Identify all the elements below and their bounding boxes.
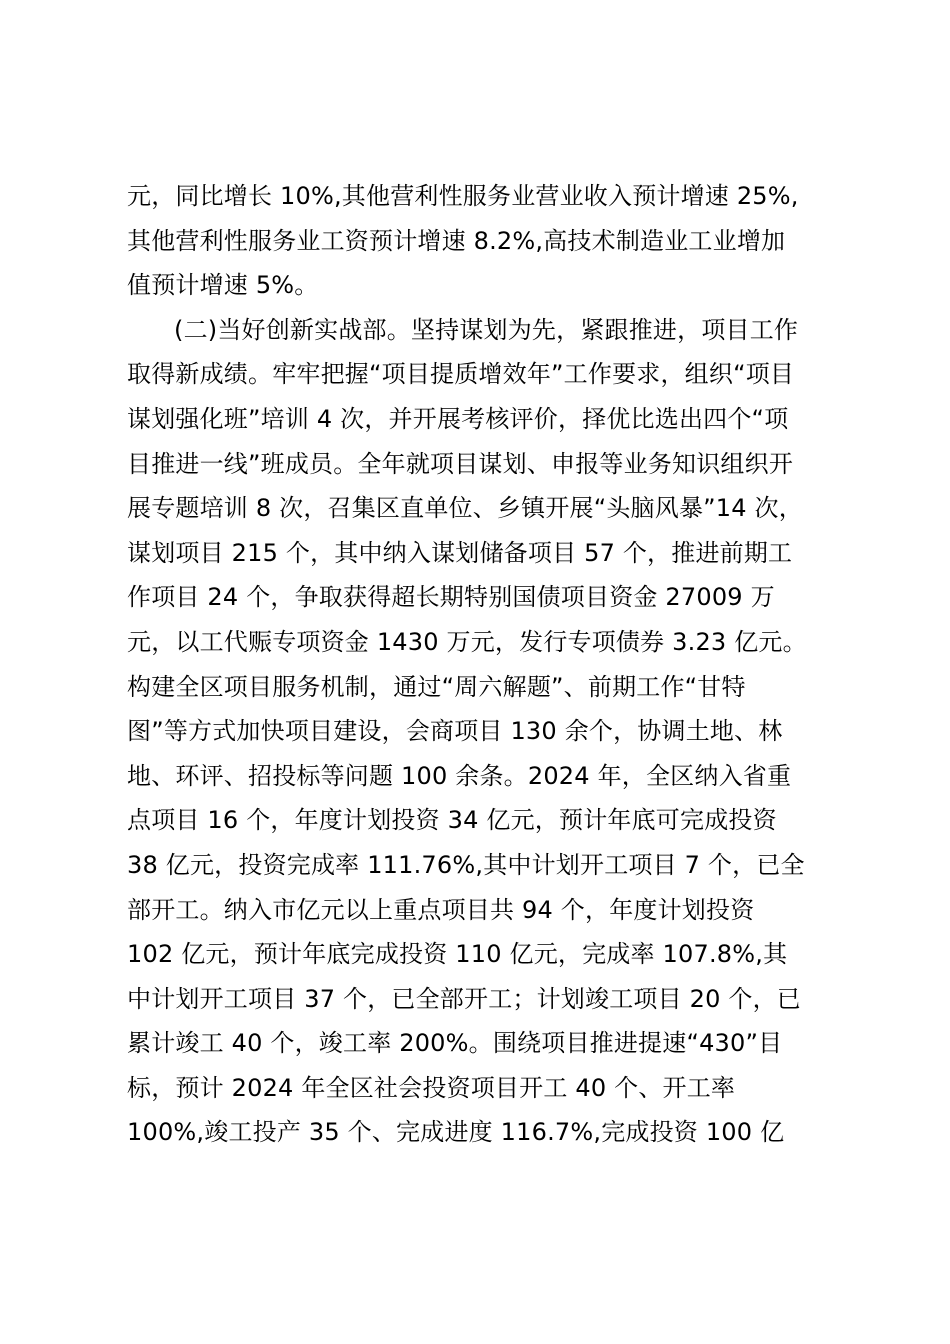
text-line: 102 亿元，预计年底完成投资 110 亿元，完成率 107.8%,其 xyxy=(127,940,788,969)
section-heading-line: (二)当好创新实战部。坚持谋划为先，紧跟推进，项目工作 xyxy=(174,315,799,344)
text-line: 元，同比增长 10%,其他营利性服务业营业收入预计增速 25%, xyxy=(127,182,799,210)
text-line: 展专题培训 8 次，召集区直单位、乡镇开展“头脑风暴”14 次， xyxy=(127,494,803,523)
text-line: 取得新成绩。牢牢把握“项目提质增效年”工作要求，组织“项目 xyxy=(127,360,795,389)
text-line: 标，预计 2024 年全区社会投资项目开工 40 个、开工率 xyxy=(127,1073,736,1102)
text-line: 元，以工代赈专项资金 1430 万元，发行专项债券 3.23 亿元。 xyxy=(127,627,807,656)
text-line: 目推进一线”班成员。全年就项目谋划、申报等业务知识组织开 xyxy=(127,449,794,478)
text-line: 谋划强化班”培训 4 次，并开展考核评价，择优比选出四个“项 xyxy=(127,404,789,433)
text-line: 100%,竣工投产 35 个、完成进度 116.7%,完成投资 100 亿 xyxy=(127,1118,785,1147)
text-line: 点项目 16 个，年度计划投资 34 亿元，预计年底可完成投资 xyxy=(127,806,777,835)
text-line: 构建全区项目服务机制，通过“周六解题”、前期工作“甘特 xyxy=(127,672,746,701)
text-line: 累计竣工 40 个，竣工率 200%。围绕项目推进提速“430”目 xyxy=(127,1029,783,1058)
text-line: 值预计增速 5%。 xyxy=(127,271,319,300)
text-line: 中计划开工项目 37 个，已全部开工；计划竣工项目 20 个，已 xyxy=(127,984,801,1013)
text-line: 38 亿元，投资完成率 111.76%,其中计划开工项目 7 个，已全 xyxy=(127,850,805,879)
text-line: 图”等方式加快项目建设，会商项目 130 余个，协调土地、林 xyxy=(127,717,783,746)
text-line: 其他营利性服务业工资预计增速 8.2%,高技术制造业工业增加 xyxy=(127,226,786,255)
text-line: 作项目 24 个，争取获得超长期特别国债项目资金 27009 万 xyxy=(127,583,775,612)
text-line: 地、环评、招投标等问题 100 余条。2024 年，全区纳入省重 xyxy=(127,761,792,790)
text-line: 谋划项目 215 个，其中纳入谋划储备项目 57 个，推进前期工 xyxy=(127,538,793,567)
body-text xyxy=(127,174,837,1155)
text-line: 部开工。纳入市亿元以上重点项目共 94 个，年度计划投资 xyxy=(127,895,755,924)
